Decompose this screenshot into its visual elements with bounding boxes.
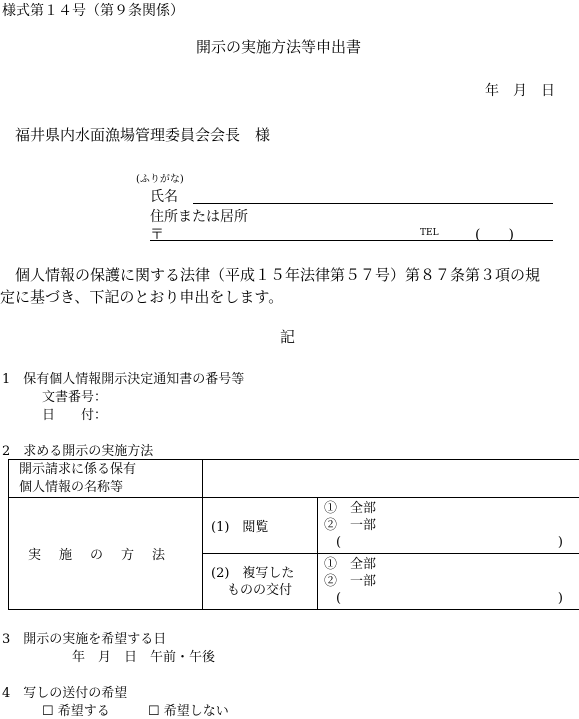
section3-heading: 3 開示の実施を希望する日 — [2, 628, 166, 647]
table-row — [9, 460, 579, 498]
section4-heading: 4 写しの送付の希望 — [2, 682, 127, 701]
option-view-cell — [203, 498, 318, 554]
doc-number-label: 文書番号： — [42, 386, 107, 405]
choice-paren-row[interactable] — [324, 534, 579, 551]
option-view-label: (1) 閲覧 — [211, 520, 268, 535]
section2-heading: 2 求める開示の実施方法 — [2, 440, 153, 459]
choice-part[interactable]: ② 一部 — [324, 517, 579, 534]
paren-open: ( — [336, 534, 341, 551]
disclosure-method-table — [8, 459, 579, 610]
name-label: 氏名 — [150, 186, 178, 206]
body-line-1: 個人情報の保護に関する法律（平成１５年法律第５７号）第８７条第３項の規 — [15, 264, 540, 285]
info-name-label-b — [9, 479, 202, 497]
mail-option-no[interactable]: ☐ 希望しない — [148, 700, 229, 719]
tel-label: TEL — [420, 228, 439, 238]
preferred-date-line: 年 月 日 午前・午後 — [72, 646, 215, 665]
method-label-cell — [9, 498, 203, 610]
name-underline — [193, 203, 553, 204]
choice-all[interactable]: ① 全部 — [324, 500, 579, 517]
paren-close: ) — [558, 534, 563, 551]
address-label: 住所または居所 — [150, 206, 248, 226]
info-name-label-a-text: 開示請求に係る保有 — [19, 461, 136, 479]
body-line-2: 定に基づき、下記のとおり申出をします。 — [0, 286, 283, 307]
choice-part[interactable]: ② 一部 — [324, 573, 579, 590]
paren-close: ) — [558, 590, 563, 607]
addressee: 福井県内水面漁場管理委員会会長 様 — [15, 124, 270, 145]
paren-open: ( — [336, 590, 341, 607]
option-copy-choices[interactable] — [318, 554, 579, 610]
option-view-choices[interactable] — [318, 498, 579, 554]
info-name-label-b-text: 個人情報の名称等 — [19, 479, 123, 497]
choice-all[interactable]: ① 全部 — [324, 556, 579, 573]
info-name-label-a — [9, 461, 202, 479]
option-copy-cell — [203, 554, 318, 610]
tel-paren: ( ) — [475, 224, 514, 244]
table-row — [9, 498, 579, 554]
date-line: 年 月 日 — [485, 80, 555, 100]
option-copy-label-b: ものの交付 — [211, 582, 317, 599]
furigana-label: (ふりがな) — [136, 170, 184, 185]
choice-paren-row[interactable] — [324, 590, 579, 607]
ki-marker: 記 — [280, 326, 295, 347]
info-name-label-cell — [9, 460, 203, 498]
method-label: 実施の方法 — [28, 548, 183, 563]
address-underline — [150, 240, 553, 241]
section1-heading: 1 保有個人情報開示決定通知書の番号等 — [2, 368, 244, 387]
info-name-value-cell[interactable] — [203, 460, 579, 498]
mail-option-yes[interactable]: ☐ 希望する — [42, 700, 110, 719]
form-number: 様式第１４号（第９条関係） — [2, 0, 184, 20]
option-copy-label-a: (2) 複写した — [211, 565, 317, 582]
postal-mark: 〒 — [150, 224, 164, 244]
page-title: 開示の実施方法等申出書 — [196, 36, 361, 57]
date-label: 日 付： — [42, 404, 107, 423]
